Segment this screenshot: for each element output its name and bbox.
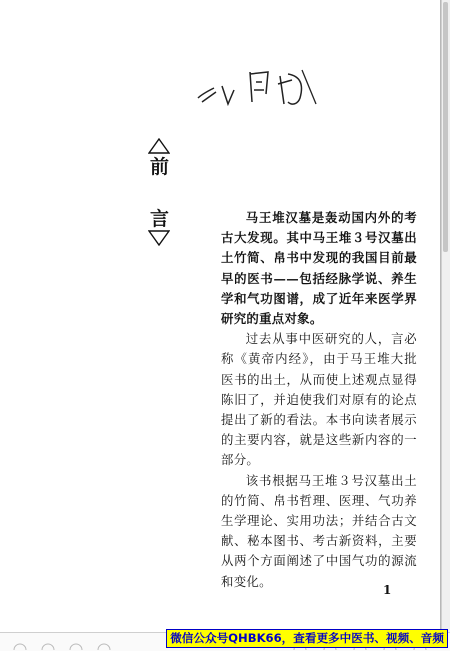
heading-char-yan: 言 [150, 208, 170, 230]
triangle-up-icon [148, 138, 170, 154]
scrollbar-thumb[interactable] [443, 2, 448, 252]
handwritten-annotation [192, 64, 322, 116]
promo-banner[interactable]: 微信公众号QHBK66，查看更多中医书、视频、音频 [166, 629, 448, 648]
heading-char-qian: 前 [150, 156, 170, 178]
preface-heading [148, 138, 176, 246]
paragraph-2: 过去从事中医研究的人，言必称《黄帝内经》，由于马王堆大批医书的出土，从而使上述观点显得陈旧了，并迫使我们对原有的论点提出了新的看法。本书向读者展示的主要内容，就是这些新内容的一部分。 [221, 331, 417, 468]
preface-body [221, 208, 417, 592]
triangle-down-icon [148, 230, 170, 246]
page-number: 1 [383, 583, 392, 597]
vertical-scrollbar[interactable] [441, 0, 450, 632]
paragraph-3: 该书根据马王堆３号汉墓出土的竹简、帛书哲理、医理、气功养生学理论、实用功法；并结合古文献、秘本图书、考古新资料，主要从两个方面阐述了中国气功的源流和变化。 [221, 472, 417, 589]
svg-text:\ 气功: \ 气功 [192, 114, 195, 115]
paragraph-1: 马王堆汉墓是轰动国内外的考古大发现。其中马王堆３号汉墓出土竹简、帛书中发现的我国目前最早的医书——包括经脉学说、养生学和气功图谱，成了近年来医学界研究的重点对象。 [221, 210, 417, 327]
